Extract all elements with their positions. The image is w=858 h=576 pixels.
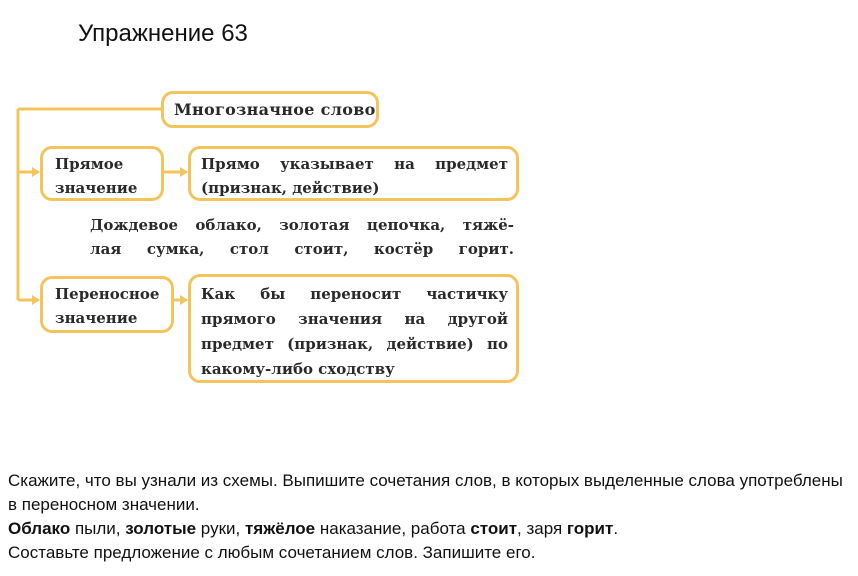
task-line-3: Составьте предложение с любым сочетанием слов. Запишите его.	[8, 543, 536, 562]
examples-line1: Дождевое облако, золотая цепочка, тяжё-	[90, 216, 514, 234]
arrow-figurative-def-icon	[180, 295, 188, 305]
arrow-direct-def-icon	[180, 167, 188, 177]
direct-label-line2: значение	[55, 179, 138, 197]
figurative-label-line2: значение	[55, 309, 138, 327]
task-line-1: Скажите, что вы узнали из схемы. Выпишите сочетания слов, в которых выделенные слова употреблены в переносном значении.	[8, 471, 843, 514]
phrase-0-rest: пыли,	[70, 519, 126, 538]
examples-text	[90, 213, 514, 261]
figurative-definition-box: Как бы переносит частичку прямого значения на другой предмет (признак, действие) по какому-либо сходству	[188, 274, 519, 383]
page-title: Упражнение 63	[78, 20, 248, 47]
root-box: Многозначное слово	[161, 91, 379, 128]
phrase-4-bold: горит	[566, 519, 614, 538]
phrase-1-bold: золотые	[125, 519, 197, 538]
direct-meaning-box	[40, 146, 164, 201]
phrase-0-bold: Облако	[8, 519, 71, 538]
phrase-2-rest: наказание, работа	[315, 519, 471, 538]
examples-line2: лая сумка, стол стоит, костёр горит.	[90, 240, 514, 258]
phrase-4-rest: .	[613, 519, 619, 538]
arrow-direct-icon	[32, 167, 40, 177]
meaning-diagram	[0, 0, 540, 400]
phrase-3-rest: , заря	[517, 519, 567, 538]
arrow-figurative-icon	[32, 295, 40, 305]
direct-label-line1: Прямое	[55, 155, 124, 173]
task-text	[8, 469, 848, 565]
figurative-meaning-box	[40, 276, 174, 333]
phrase-2-bold: тяжёлое	[244, 519, 316, 538]
phrase-3-bold: стоит	[470, 519, 518, 538]
phrase-1-rest: руки,	[196, 519, 245, 538]
task-phrases	[8, 517, 848, 541]
figurative-label-line1: Переносное	[55, 285, 160, 303]
direct-definition-box: Прямо указывает на предмет (признак, действие)	[188, 146, 519, 201]
